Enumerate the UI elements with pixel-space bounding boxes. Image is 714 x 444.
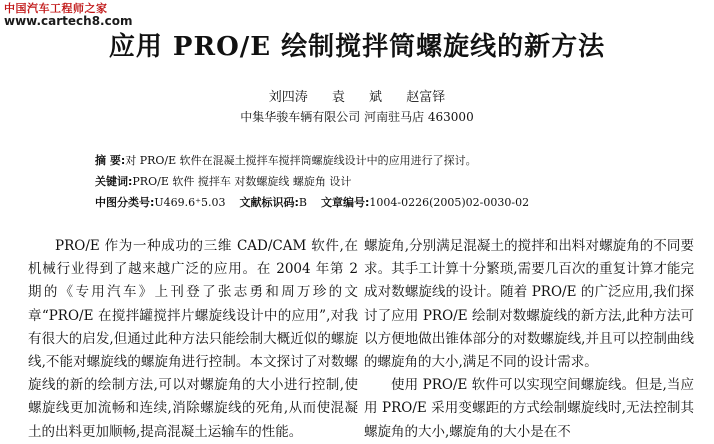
article-id-label: 文章编号: bbox=[320, 196, 370, 209]
doc-code-label: 文献标识码: bbox=[239, 196, 299, 209]
classification-line bbox=[95, 195, 529, 211]
watermark-url: www.cartech8.com bbox=[4, 14, 133, 29]
body-paragraph: 螺旋角,分别满足混凝土的搅拌和出料对螺旋角的不同要求。其手工计算十分繁琐,需要几百次的重复计算才能完成对数螺旋线的设计。随着 PRO/E 的广泛应用,我们探讨了应用 PRO/E 绘制对数螺旋线的新方法,此种方法可以方便地做出锥体部分的对数螺旋线,并且可以控制曲线的螺旋角的大小,满足不同的设计需求。 bbox=[364, 238, 694, 371]
body-paragraph: 使用 PRO/E 软件可以实现空间螺旋线。但是,当应用 PRO/E 采用变螺距的方式绘制螺旋线时,无法控制其螺旋角的大小,螺旋角的大小是在不 bbox=[364, 377, 694, 440]
body-right-column bbox=[364, 235, 694, 444]
body-paragraph: PRO/E 作为一种成功的三维 CAD/CAM 软件,在机械行业得到了越来越广泛的应用。在 2004 年第 2 期的《专用汽车》上刊登了张志勇和周万珍的文章“PRO/E 在搅拌罐搅拌片螺旋线设计中的应用”,对我有很大的启发,但通过此种方法只能绘制大概近似的螺旋线,不能对螺旋线的螺旋角进行控制。本文探讨了对数螺旋线的新的绘制方法,可以对螺旋角的大小进行控制,使螺旋线更加流畅和连续,消除螺旋线的死角,从而使混凝土的出料更加顺畅,提高混凝土运输车的性能。 bbox=[28, 238, 358, 440]
doc-code-value: B bbox=[298, 196, 307, 209]
clc-value: U469.6⁺5.03 bbox=[154, 196, 226, 209]
watermark bbox=[4, 3, 132, 28]
abstract bbox=[95, 153, 477, 169]
paper-title: 应用 PRO/E 绘制搅拌筒螺旋线的新方法 bbox=[108, 32, 606, 62]
affiliation: 中集华骏车辆有限公司 河南驻马店 463000 bbox=[240, 110, 474, 124]
abstract-label: 摘 要: bbox=[95, 154, 126, 167]
authors: 刘四涛 袁 斌 赵富铎 bbox=[268, 90, 446, 105]
body-left-column bbox=[28, 235, 358, 444]
keywords-label: 关键词: bbox=[95, 175, 133, 188]
article-id-value: 1004-0226(2005)02-0030-02 bbox=[369, 196, 530, 209]
watermark-site-name: 中国汽车工程师之家 bbox=[4, 2, 108, 15]
keywords bbox=[95, 174, 351, 190]
keywords-text: PRO/E 软件 搅拌车 对数螺旋线 螺旋角 设计 bbox=[132, 175, 352, 188]
abstract-text: 对 PRO/E 软件在混凝土搅拌车搅拌筒螺旋线设计中的应用进行了探讨。 bbox=[125, 154, 477, 167]
clc-label: 中图分类号: bbox=[95, 196, 155, 209]
